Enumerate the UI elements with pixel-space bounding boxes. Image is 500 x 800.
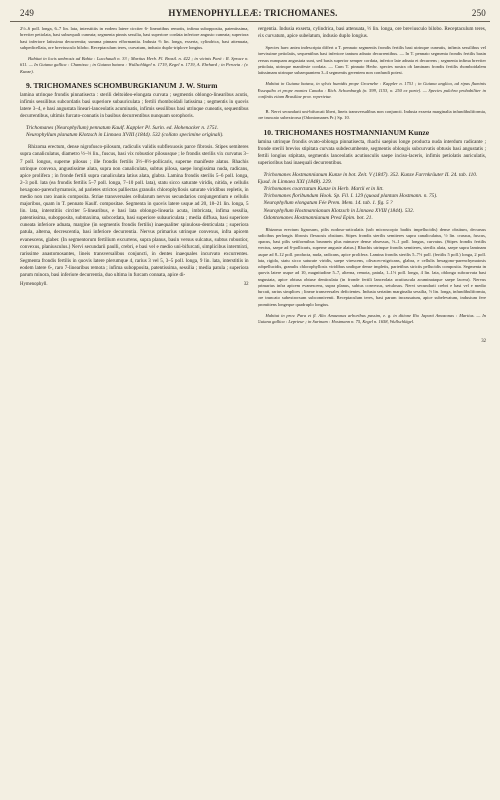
synonym: Trichomanes (Neurophyllum) pennatum Kaulf. Kappler Pl. Surin. ed. Hohenacker n. 1751. xyxy=(26,125,219,132)
species-9-synonyms xyxy=(20,125,249,139)
signature-mark: 32 xyxy=(243,282,249,288)
synonym: Neurophyllum planatum Klotzsch in Linnaea XVIII (1844). 532 (collato specimine originali). xyxy=(26,132,224,139)
page-footer xyxy=(20,281,249,288)
species-10-diagnosis: lamina utrinque frondis ovato-oblonga pinnatisecta, rhachi saepius longe producta nuda interdum radicante ; fronde sterili breviss stipitata curvata subdecumbente, segmentis oblongis subcurvatis obtusis basi angustatis ; fertili longius stipitata, segmentis lanceolatis acutiusculis saepe inciso-laceris, infimis petiolatis auriculatis, superioribus basi inaequali decurrentibus. xyxy=(257,138,486,166)
running-title: HYMENOPHYLLEÆ: TRICHOMANES. xyxy=(168,8,338,18)
synonym: Odontomanes Hostmannianum Presl Epim. bot. 21. xyxy=(263,214,373,221)
right-column xyxy=(258,26,487,794)
synonym: Neurophyllum Hostmannianum Klotzsch in Linnaea XVIII (1844). 532. xyxy=(263,207,415,214)
habitat-10: Habitat in prov. Para et fl. Alto Amazonas arboribus passim, e. g. in ditione Rio Japurá Amazonas : Martius. — In Guiana gallica : Leprieur ; in Surinam : Hostmann n. 75, Kegel n. 1658, Wullschlägel. xyxy=(257,312,486,325)
species-10-title: 10. TRICHOMANES HOSTMANNIANUM Kunze xyxy=(263,127,430,137)
two-column-body xyxy=(20,26,486,794)
species-9-continuation: vergentia. Indusia exserta, cylindrica, basi attenuata, ½ lin. longa, ore breviusculo bilobo. Receptaculum teres, vix curvatum, apice subelatum, indusio duplo longius. xyxy=(257,26,486,40)
intro-paragraph: 2½–6 poll. longa, 6–7 lin. lata, interstitiis in eodem latere circiter 6- lineariibus remotis, infima subopposita, patentissima, breviter petiolata, basi subsequali cuneata; segmenta pinnis sessilia, basi superiore cordata inferiore angusto cuneata; superiora basi inferiore latissima decurrentia; summa pinnam efformantia. Indusia ⅔ lin. longa, exserta, cylindrica, basi attenuata, subpedicellata, ore breviusculo bilobo. Receptaculum teres, curvatum, indusio duplo-triplove longius. xyxy=(20,26,249,50)
bottom-signature: 32 xyxy=(481,339,486,345)
species-9-title: 9. TRICHOMANES SCHOMBURGKIANUM J. W. Sturm xyxy=(26,80,218,90)
page-number-left: 249 xyxy=(20,8,35,18)
species-9-diagnosis: lamina utrinque frondis pinnatisecta : sterili deltoideo-elongata curvata ; segmentis oblongo-linearibus acutis, infimis sessilibus subcordatis basi superiore subauriculata ; fertili rhomboidali latissima ; segmentis in quovis latere 3–4, e basi angustata lineari-lanceolatis acuminatis, infimis sessilibus basi utrinque cuneatis, sequentibus decurrentibus, ultimis furcato-connatis in basibus decurrentibus nunquam sorophoris. xyxy=(20,91,249,120)
species-9-note: Species haec antea indescripta differt a T. pennato segmentis frondis fertilis basi utrinque cuneatis, infimis sessilibus vel brevissime petiolatis, sequentibus basi inferiore tantum adnato decurrentibus. — In T. pennato segmenta frondis fertilis basin versus nunquam angustata sunt, sed basis superior semper cordata, inferior late adnata et decurrens ; segmenta infima breviter petiolata, utrinque manifeste cordata. — Cum T. pinnato Hedw. species nostra ob laminam frondis fertilis rhomboidalem latissimam utrinque subaequantem 3–4 segmentis gerentem non confundi potest. xyxy=(257,45,486,76)
group-b-heading: B. Nervi secundarii uni-bifurcati liberi, lineis transversalibus non conjuncti. Indusia exserta marginalia infundibuliformia, ore truncato subextrorsa (Odontomanes Pr.) Sp. 10. xyxy=(257,109,486,121)
habitat-8: Habitat in locis umbrosis ad Bahia : Lucchaudi n. 33 ; Martius Herb. Fl. Brasil. n. 422 ; in vicinis Pará : R. Spruce n. 611. — In Guiana gallica : Chamisso ; in Guiana batava : Wullschlägel n. 1719, Kegel n. 1719, A. Ehrhard ; in Peruvia : (v. Kunze). xyxy=(20,56,249,74)
species-10-description: Rhizoma erectum lignosum, pilis nodoso-articulatis (sub microscopio badiis impellucidis) dense obsitum, decursus radicibus perlongis fibrosis flexuosis obsitum. Stipes frondis sterilis semiteres supra canaliculatus, ½ lin. crassus, fuscus, opacus, basi pilis setiformibus brunneis plus minusve dense obsessus, ½–1 poll. longus, curvatus. (Stipes frondis fertilis erectus, saepe ad 6-pollicaris, superne anguste alatus.) Rhachis utrinque frondis semiteres, sterilis alata, saepe supra laminam usque ad 8–12 poll. producta, nuda, radicans, apice prolifera. Lamina frondis sterilis 5–7½ poll. (fertilis 5 poll.) longa, 2 poll. lata, rigida, statu sicco saturate viridis, saepe virescens, olivaceo-nigricans, glabra, e cellulis hexagono-parenchymatosis subpellucidis, granulis chlorophyllosis viridibus undique dense impletis, parietibus strictis pellucidis composita. Segmenta in quovis latere usque ad 10, magnitudine 5–7, alterna, remota, patula, 1–1½ poll. longa, 4 lin. lata, oblonga subcurvata basi angustata, apice obtusa obtuse denticulata (in fronde fertili lanceolata acutiuscula acuminataque saepe lacera). Nervus primarius infra apicem evanescens, supra planus, subtus convexus, setulosus. Nervi secundarii crebri e basi vel e medio furcati, rarius simplices ; lineae transversales deficientes. Indusia seriatim marginalia sessilia, ½ lin. longa, infundibuliformia, ore truncato subextrorsum subconniventi. Receptaculum teres, basi parum incrassatum, apice subelevatum, indusium fere promittens longeque quadruplo longius. xyxy=(257,226,486,307)
species-9-description: Rhizoma erectum, dense nigrofusco-pilosum, radiculis validis subflexuosis parce fibrosis. Stipes semiteres supra canaliculatus, diametro ½–⅔ lin., fuscus, basi vix robustior pilosusque ; le frondis sterilis vix curvatus 3–7 poll. longus, superne pilosus ; ille frondis fertilis 3½–8½-pollicaris, superne manifeste alatus. Rhachis utrinque convexa, angustissime alata, supra non canaliculata, subtus pilosa, saepe longissima nuda, radicans, apice prolifera ; in fronde fertili supra canaliculata latius alata, glabra. Lamina frondis sterilis 5–6 poll. longa, 2–3 poll. lata (ea frondis fertilis 5–7 poll. longa, 7–10 poll. lata), statu sicco saturate viridis, nitida, e cellulis hexagono-parenchymatosis, ad parietes strictos palliectas granulis chlorophyllosis saturate viridibus repletis, in medio non raro inanis composita. Striae transversales cellularum nervos secundarios conjungentium e cellulis majoribus, quam in T. pennato Kaulf. compositae. Segmenta in quovis latere usque ad 20, 18–21 lin. longa, 5 lin. lata, interstitiis circiter 5-linearibus, e basi lata oblongo-linearia acuta, imbricata, infima sessilia, patentissima, subopposita, submaxima, subcordata, basi superiore subauriculata ; media diffusa, basi superiore cuneata inferiore adnata, margine (in segmentis frondis fertilis) inaequaliter spinuloso-denticulata ; superiora patula, alterna, decrescentia, basi inferiore decurrentia. Nervus primarius utrinque convexus, infra apicem evanescens, glaber. (In segmentorum fertilium excurrens, supra planus, basin versus sulcatus, subtus robustior, convexus, planiusculus.) Nervi secundarii paulli, crebri, e basi vel e medio uni-bifurcati, simplicibus intermixti, rarissime anastomosantes, lineis transversalibus conjuncti, in dentes inaequales incurvato excurrentes. Segmenta frondis fertilis in quovis latere plerumque 4, rarius 3 vel 5, 3–5 poll. longa, 9 lin. lata, interstitiis in eodem latere 6-, raro 7-linearibus remota ; infima subopposita, patentissima, sessilia ; media patula ; superiora parum minora, basi inferiore decurrentia, duo ultima in furcam connata, apice di- xyxy=(20,144,249,278)
species-10-synonyms xyxy=(258,172,487,222)
page-number-right: 250 xyxy=(471,8,486,18)
book-page xyxy=(10,8,490,794)
bottom-signature-wrap xyxy=(258,329,487,347)
running-header xyxy=(10,8,490,22)
synonym: Neurophyllum elongatum Fée Prem. Mem. 14. tab. 1. fig. 5 ? xyxy=(263,200,393,207)
synonym: Trichomanes floribundum Hook. Sp. Fil. I. 129 (quoad plantam Hostmann. n. 75). xyxy=(263,193,438,200)
synonym: Trichomanes Hostmannianum Kunze in bot. Zeit. V (1847). 352. Kunze Farrnkräuter II. 24. tab. 110. Ejusd. in Linnaea XXI (1848). 229. xyxy=(257,172,478,186)
footer-label: Hymenophyll. xyxy=(20,282,48,288)
habitat-9: Habitat in Guiana batava, in sylvis humidis prope Groenebe : Kappler n. 1751 ; in Guiana anglica, ad ripas fluminis Essequibo et prope montes Canaku : Rich. Schomburgk (n. 599, 1153, n. 250 ex parte). — Species pulchra probabiliter in confiniis etiam Brasiliae prov. reperietur. xyxy=(257,81,486,99)
left-column xyxy=(20,26,249,794)
synonym: Trichomanes coarctatum Kunze in Herb. Martii et in litt. xyxy=(263,186,384,193)
